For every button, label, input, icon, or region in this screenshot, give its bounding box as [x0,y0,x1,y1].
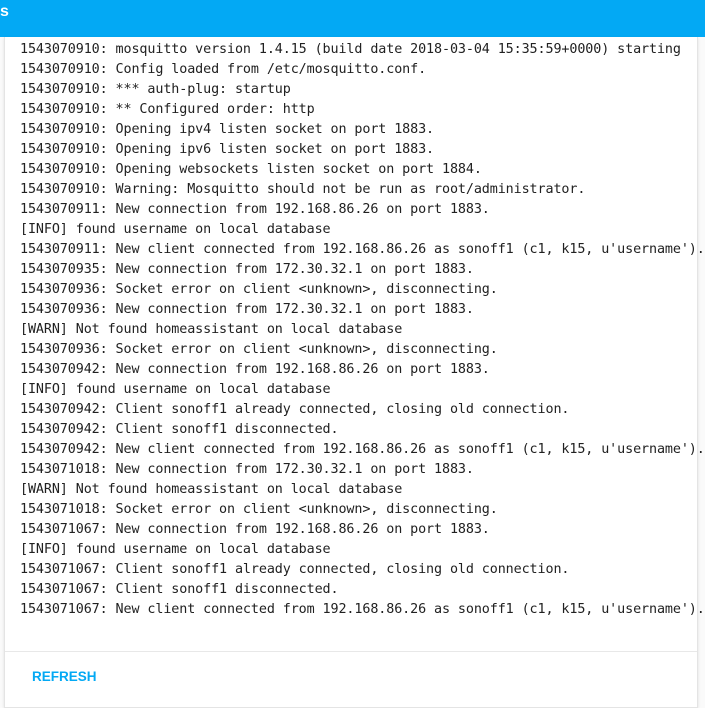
log-line: 1543070942: Client sonoff1 already connected, closing old connection. [20,402,570,417]
log-line: 1543070910: mosquitto version 1.4.15 (build date 2018-03-04 15:35:59+0000) starting [20,42,681,57]
log-line: 1543071018: New connection from 172.30.32.1 on port 1883. [20,462,474,477]
log-line: [INFO] found username on local database [20,382,331,397]
log-line: 1543070935: New connection from 172.30.32.1 on port 1883. [20,262,474,277]
log-line: 1543071018: Socket error on client <unknown>, disconnecting. [20,502,498,517]
log-line: 1543070910: Warning: Mosquitto should not be run as root/administrator. [20,182,586,197]
log-line: 1543070911: New client connected from 192.168.86.26 as sonoff1 (c1, k15, u'username'). [20,242,705,257]
log-line: 1543070910: *** auth-plug: startup [20,82,291,97]
log-line: [INFO] found username on local database [20,222,331,237]
log-line: 1543071067: New client connected from 192.168.86.26 as sonoff1 (c1, k15, u'username'). [20,602,705,617]
log-line: 1543070910: Opening ipv6 listen socket on port 1883. [20,142,435,157]
log-line: 1543070910: Opening ipv4 listen socket on port 1883. [20,122,435,137]
card-actions-divider [5,651,697,652]
refresh-button[interactable]: REFRESH [32,669,97,684]
log-line: 1543071067: Client sonoff1 disconnected. [20,582,339,597]
log-line: [INFO] found username on local database [20,542,331,557]
log-line: 1543070936: Socket error on client <unknown>, disconnecting. [20,342,498,357]
log-line: 1543070942: New client connected from 192.168.86.26 as sonoff1 (c1, k15, u'username'). [20,442,705,457]
log-line: 1543070942: New connection from 192.168.86.26 on port 1883. [20,362,490,377]
log-line: 1543070910: Opening websockets listen socket on port 1884. [20,162,482,177]
log-output [20,40,705,620]
app-header [0,0,705,37]
log-line: [WARN] Not found homeassistant on local database [20,482,403,497]
log-line: 1543070910: Config loaded from /etc/mosquitto.conf. [20,62,427,77]
log-line: 1543071067: Client sonoff1 already connected, closing old connection. [20,562,570,577]
log-line: 1543070911: New connection from 192.168.86.26 on port 1883. [20,202,490,217]
log-line: 1543070936: Socket error on client <unknown>, disconnecting. [20,282,498,297]
log-card [4,37,705,708]
log-line: 1543070942: Client sonoff1 disconnected. [20,422,339,437]
log-line: 1543070910: ** Configured order: http [20,102,315,117]
log-line: [WARN] Not found homeassistant on local database [20,322,403,337]
header-title: s [0,3,9,20]
log-line: 1543070936: New connection from 172.30.32.1 on port 1883. [20,302,474,317]
log-line: 1543071067: New connection from 192.168.86.26 on port 1883. [20,522,490,537]
